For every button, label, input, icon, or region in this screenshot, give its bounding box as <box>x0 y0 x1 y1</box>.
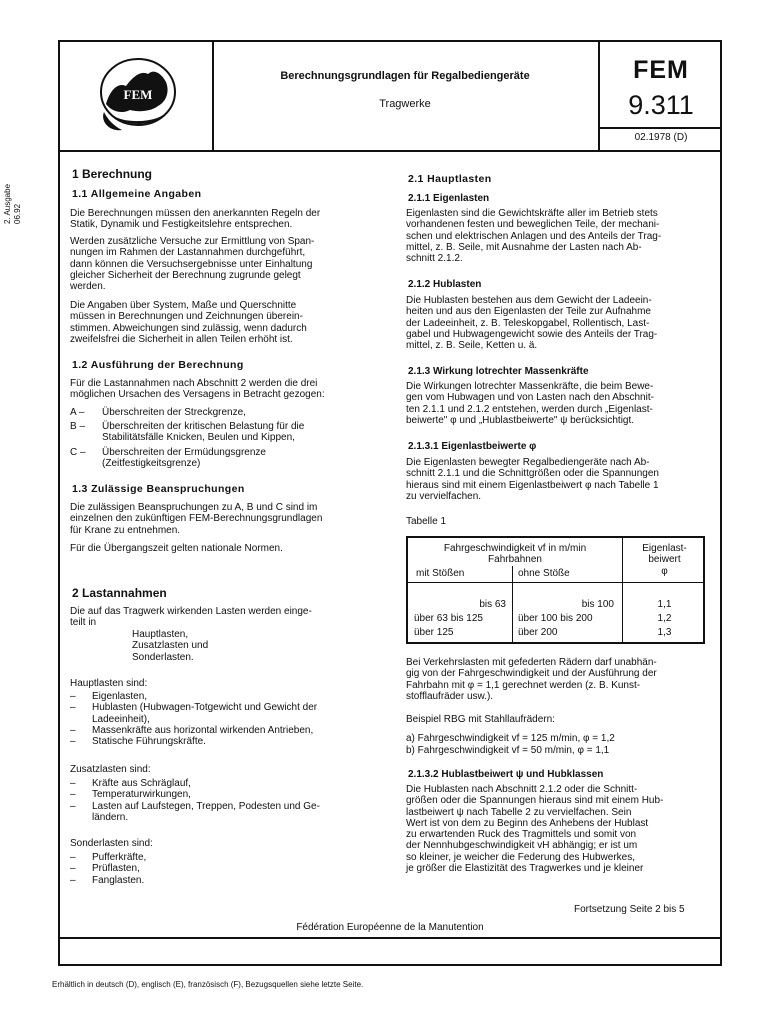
logo-text: FEM <box>123 87 153 102</box>
heading-eigenlastbeiwerte: 2.1.3.1 Eigenlastbeiwerte φ <box>408 441 537 452</box>
heading-ausfuehrung: 1.2 Ausführung der Berechnung <box>72 359 244 371</box>
heading-hauptlasten: 2.1 Hauptlasten <box>408 173 492 185</box>
heading-allgemeine-angaben: 1.1 Allgemeine Angaben <box>72 188 202 200</box>
paragraph: Die Hublasten bestehen aus dem Gewicht der Ladeein- heiten und aus den Eigenlasten der Teile zur Aufnahme der Ladeeinheit, z. B. Teleskopgabel, Rollentisch, Last- gabel und Hubwagengewicht sowie des Anteils der Trag- mittel, z. B. Seile, Ketten u. ä. <box>406 295 658 352</box>
example-heading: Beispiel RBG mit Stahllaufrädern: <box>406 714 555 725</box>
table-col3: 1,1 1,2 1,3 <box>657 599 672 638</box>
case-c-letter: C – <box>70 447 86 458</box>
document-number: 9.311 <box>628 90 694 120</box>
example-a: a) Fahrgeschwindigkeit vf = 125 m/min, φ = 1,2 <box>406 733 615 744</box>
document-title: Berechnungsgrundlagen für Regalbediengeräte <box>280 70 530 82</box>
case-b-letter: B – <box>70 421 86 432</box>
heading-berechnung: 1 Berechnung <box>72 167 153 181</box>
fem-label: FEM <box>633 56 689 84</box>
paragraph: Werden zusätzliche Versuche zur Ermittlung von Span- nungen im Rahmen der Lastannahmen durchgeführt, dann können die Versuchsergebnisse unter Einhaltung gleicher Sicherheit der Berechnung zugrunde gelegt werden. <box>70 236 315 293</box>
paragraph: Die Hublasten nach Abschnitt 2.1.2 oder die Schnitt- größen oder die Spannungen hieraus sind mit einem Hub- lastbeiwert ψ nach Tabelle 2 zu vervielfachen. Sein Wert ist von dem zu Beginn des Anhebens der Hublast zu erwartenden Ruck des Tragmittels und somit von der Nennhubgeschwindigkeit vH abhängig; er ist um so kleiner, je weicher die Federung des Hubwerkes, je größer die Elastizität des Tragwerkes und je kleiner <box>406 784 664 875</box>
table-head-main: Fahrgeschwindigkeit vf in m/min Fahrbahnen <box>443 543 587 566</box>
paragraph: Für die Übergangszeit gelten nationale Normen. <box>70 543 283 554</box>
zusatzlasten-list: Kräfte aus Schräglauf, Temperaturwirkungen, Lasten auf Laufstegen, Treppen, Podesten und Ge- ländern. <box>92 778 320 823</box>
heading-hublastbeiwert: 2.1.3.2 Hublastbeiwert ψ und Hubklassen <box>408 769 604 780</box>
continuation-note: Fortsetzung Seite 2 bis 5 <box>574 904 685 915</box>
paragraph: Die Eigenlasten bewegter Regalbediengeräte nach Ab- schnitt 2.1.1 und die Schnittgrößen oder die Spannungen hieraus sind mit einem Eigenlastbeiwert φ nach Tabelle 1 zu vervielfachen. <box>406 457 659 502</box>
paragraph: Die Berechnungen müssen den anerkannten Regeln der Statik, Dynamik und Festigkeitslehre entsprechen. <box>70 208 321 231</box>
list-dashes: – – – <box>70 778 76 812</box>
list-dashes: – – – – <box>70 691 76 748</box>
table-caption: Tabelle 1 <box>406 516 447 527</box>
availability-note: Erhältlich in deutsch (D), englisch (E), französisch (F), Bezugsquellen siehe letzte Seite. <box>52 980 364 989</box>
paragraph: Die Wirkungen lotrechter Massenkräfte, die beim Bewe- gen vom Hubwagen und von Lasten nach den Abschnit- ten 2.1.1 und 2.1.2 entstehen, werden durch „Eigenlast- beiwerte" φ und „Hublastbeiwerte" ψ berücksichtigt. <box>406 381 654 426</box>
list-dashes: – – – <box>70 852 76 886</box>
edition-note <box>3 183 27 250</box>
paragraph: Die zulässigen Beanspruchungen zu A, B und C sind im einzelnen den zukünftigen FEM-Berechnungsgrundlagen für Krane zu entnehmen. <box>70 502 323 536</box>
edition-label: 2. Ausgabe <box>3 183 12 224</box>
sonderlasten-title: Sonderlasten sind: <box>70 838 153 849</box>
paragraph: Eigenlasten sind die Gewichtskräfte aller im Betrieb stets vorhandenen festen und beweglichen Teile, der mechani- schen und elektrischen Anlagen und des Anteils der Trag- mittel, z. B. Seile, mit Ausnahme der Lasten nach Ab- schnitt 2.1.2. <box>406 208 662 265</box>
heading-zulaessige: 1.3 Zulässige Beanspruchungen <box>72 483 245 495</box>
document-subtitle: Tragwerke <box>379 98 431 110</box>
hauptlasten-title: Hauptlasten sind: <box>70 678 148 689</box>
heading-lastannahmen: 2 Lastannahmen <box>72 586 167 600</box>
sonderlasten-list: Pufferkräfte, Prüflasten, Fanglasten. <box>92 852 147 886</box>
paragraph: Für die Lastannahmen nach Abschnitt 2 werden die drei möglichen Ursachen des Versagens in Betracht gezogen: <box>70 378 325 401</box>
document-date: 02.1978 (D) <box>634 132 688 143</box>
paragraph: Die Angaben über System, Maße und Querschnitte müssen in Berechnungen und Zeichnungen überein- stimmen. Abweichungen sind zulässig, wenn dadurch zweifelsfrei die Sicherheit in allen Teilen erhöht ist. <box>70 300 307 345</box>
load-types-list: Hauptlasten, Zusatzlasten und Sonderlasten. <box>132 629 209 663</box>
case-a-text: Überschreiten der Streckgrenze, <box>102 407 246 418</box>
case-c-text: Überschreiten der Ermüdungsgrenze (Zeitfestigkeitsgrenze) <box>102 447 266 470</box>
heading-hublasten: 2.1.2 Hublasten <box>408 279 482 290</box>
zusatzlasten-title: Zusatzlasten sind: <box>70 764 151 775</box>
table-col1: bis 63 über 63 bis 125 über 125 <box>414 599 506 638</box>
federation-footer: Fédération Européenne de la Manutention <box>296 922 484 933</box>
paragraph: Die auf das Tragwerk wirkenden Lasten werden einge- teilt in <box>70 606 312 629</box>
hauptlasten-list: Eigenlasten, Hublasten (Hubwagen-Totgewicht und Gewicht der Ladeeinheit), Massenkräfte aus horizontal wirkenden Antrieben, Statische Führungskräfte. <box>92 691 318 748</box>
paragraph: Bei Verkehrslasten mit gefederten Rädern darf unabhän- gig von der Fahrgeschwindigkeit und der Ausführung der Fahrbahn mit φ = 1,1 gerechnet werden (z. B. Kunst- stofflaufräder usw.). <box>406 657 657 702</box>
table-1 <box>406 536 705 644</box>
table-head-col2: ohne Stöße <box>518 568 570 579</box>
heading-eigenlasten: 2.1.1 Eigenlasten <box>408 193 490 204</box>
fem-logo <box>96 52 180 136</box>
example-b: b) Fahrgeschwindigkeit vf = 50 m/min, φ = 1,1 <box>406 745 610 756</box>
heading-massenkraefte: 2.1.3 Wirkung lotrechter Massenkräfte <box>408 366 589 377</box>
edition-date: 06.92 <box>13 203 22 224</box>
case-a-letter: A – <box>70 407 85 418</box>
table-head-col3: Eigenlast- beiwert φ <box>642 543 687 577</box>
case-b-text: Überschreiten der kritischen Belastung für die Stabilitätsfälle Knicken, Beulen und Kippen, <box>102 421 305 444</box>
table-head-col1: mit Stößen <box>416 568 465 579</box>
table-col2: bis 100 über 100 bis 200 über 200 <box>518 599 614 638</box>
